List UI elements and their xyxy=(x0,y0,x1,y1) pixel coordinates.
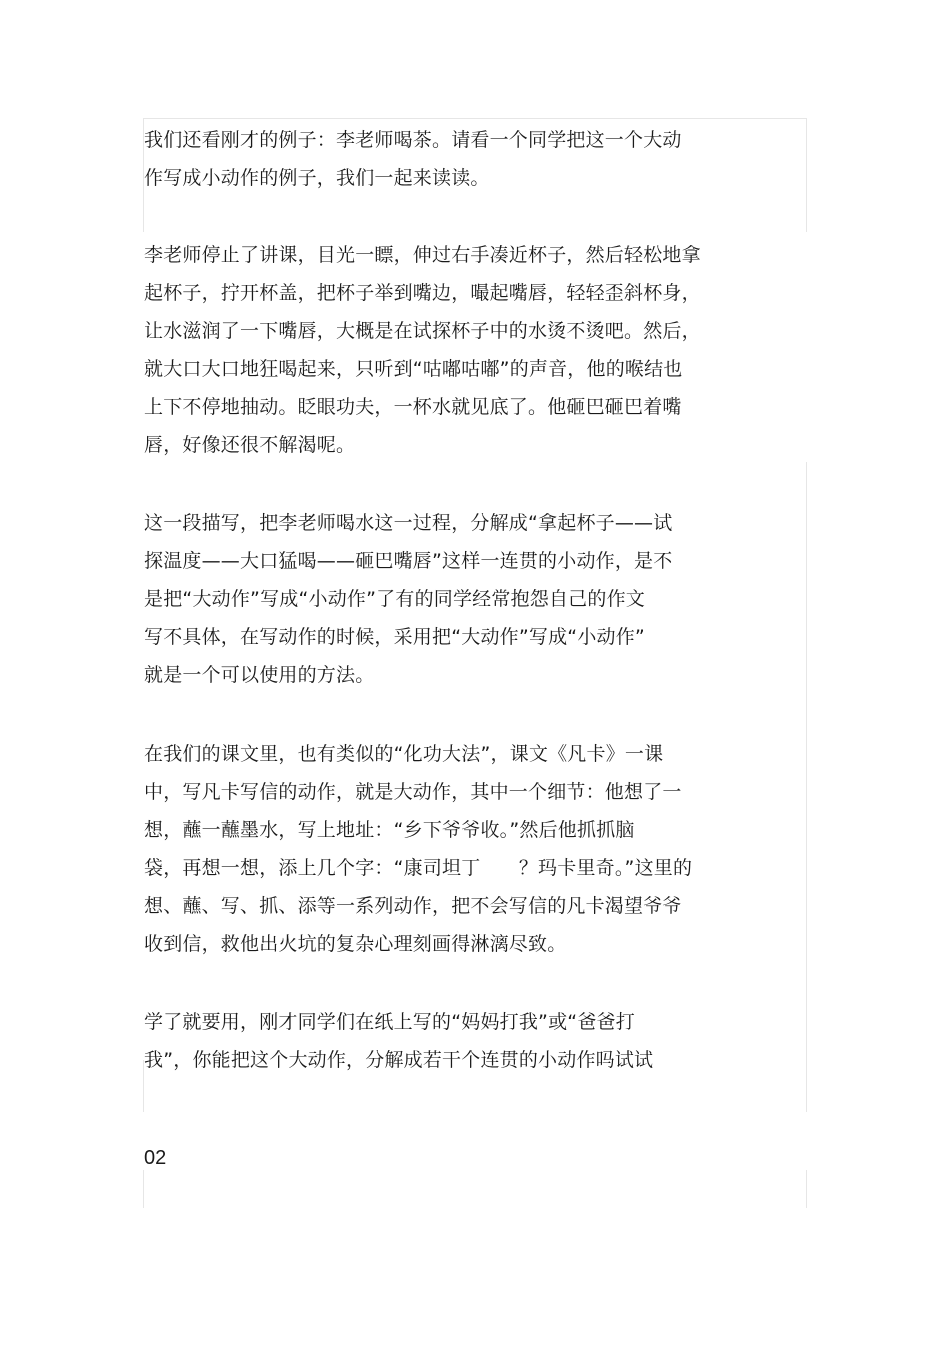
text-line: 这一段描写，把李老师喝水这一过程，分解成“拿起杯子——试 xyxy=(144,512,673,534)
text-line: 收到信，救他出火坑的复杂心理刻画得淋漓尽致。 xyxy=(144,933,567,955)
text-line: 想、蘸、写、抓、添等一系列动作，把不会写信的凡卡渴望爷爷 xyxy=(144,895,682,917)
text-line: 想，蘸一蘸墨水，写上地址：“乡下爷爷收。”然后他抓抓脑 xyxy=(144,819,635,841)
text-line: 作写成小动作的例子，我们一起来读读。 xyxy=(144,167,490,189)
text-line: 中，写凡卡写信的动作，就是大动作，其中一个细节：他想了一 xyxy=(144,781,682,803)
frame-line-right-3 xyxy=(806,1170,807,1208)
frame-line-right-2 xyxy=(806,462,807,1112)
text-line: 就大口大口地狂喝起来，只听到“咕嘟咕嘟”的声音，他的喉结也 xyxy=(144,358,683,380)
text-line: 是把“大动作”写成“小动作”了有的同学经常抱怨自己的作文 xyxy=(144,588,645,610)
frame-line-right-1 xyxy=(806,118,807,232)
paragraph-example xyxy=(144,236,701,464)
paragraph-exercise xyxy=(144,1003,653,1079)
paragraph-analysis xyxy=(144,504,672,694)
text-line: 在我们的课文里，也有类似的“化功大法”，课文《凡卡》一课 xyxy=(144,743,664,765)
text-line: 唇，好像还很不解渴呢。 xyxy=(144,434,356,456)
text-line: 李老师停止了讲课，目光一瞟，伸过右手凑近杯子，然后轻松地拿 xyxy=(144,244,701,266)
paragraph-textbook xyxy=(144,735,692,963)
text-line: 探温度——大口猛喝——砸巴嘴唇”这样一连贯的小动作，是不 xyxy=(144,550,673,572)
text-line: 写不具体，在写动作的时候，采用把“大动作”写成“小动作” xyxy=(144,626,645,648)
text-line: 起杯子，拧开杯盖，把杯子举到嘴边，嘬起嘴唇，轻轻歪斜杯身， xyxy=(144,282,701,304)
text-line: 学了就要用，刚才同学们在纸上写的“妈妈打我”或“爸爸打 xyxy=(144,1011,635,1033)
frame-line-top xyxy=(143,118,807,119)
text-line: 让水滋润了一下嘴唇，大概是在试探杯子中的水烫不烫吧。然后， xyxy=(144,320,701,342)
text-line: 上下不停地抽动。眨眼功夫，一杯水就见底了。他砸巴砸巴着嘴 xyxy=(144,396,682,418)
text-line: 就是一个可以使用的方法。 xyxy=(144,664,375,686)
frame-line-left-3 xyxy=(143,1170,144,1208)
text-line: 我们还看刚才的例子：李老师喝茶。请看一个同学把这一个大动 xyxy=(144,129,682,151)
page-number: 02 xyxy=(144,1147,167,1169)
paragraph-intro xyxy=(144,121,682,197)
text-line: 袋，再想一想，添上几个字：“康司坦丁 ？玛卡里奇。”这里的 xyxy=(144,857,693,879)
text-line: 我”，你能把这个大动作，分解成若干个连贯的小动作吗试试 xyxy=(144,1049,654,1071)
